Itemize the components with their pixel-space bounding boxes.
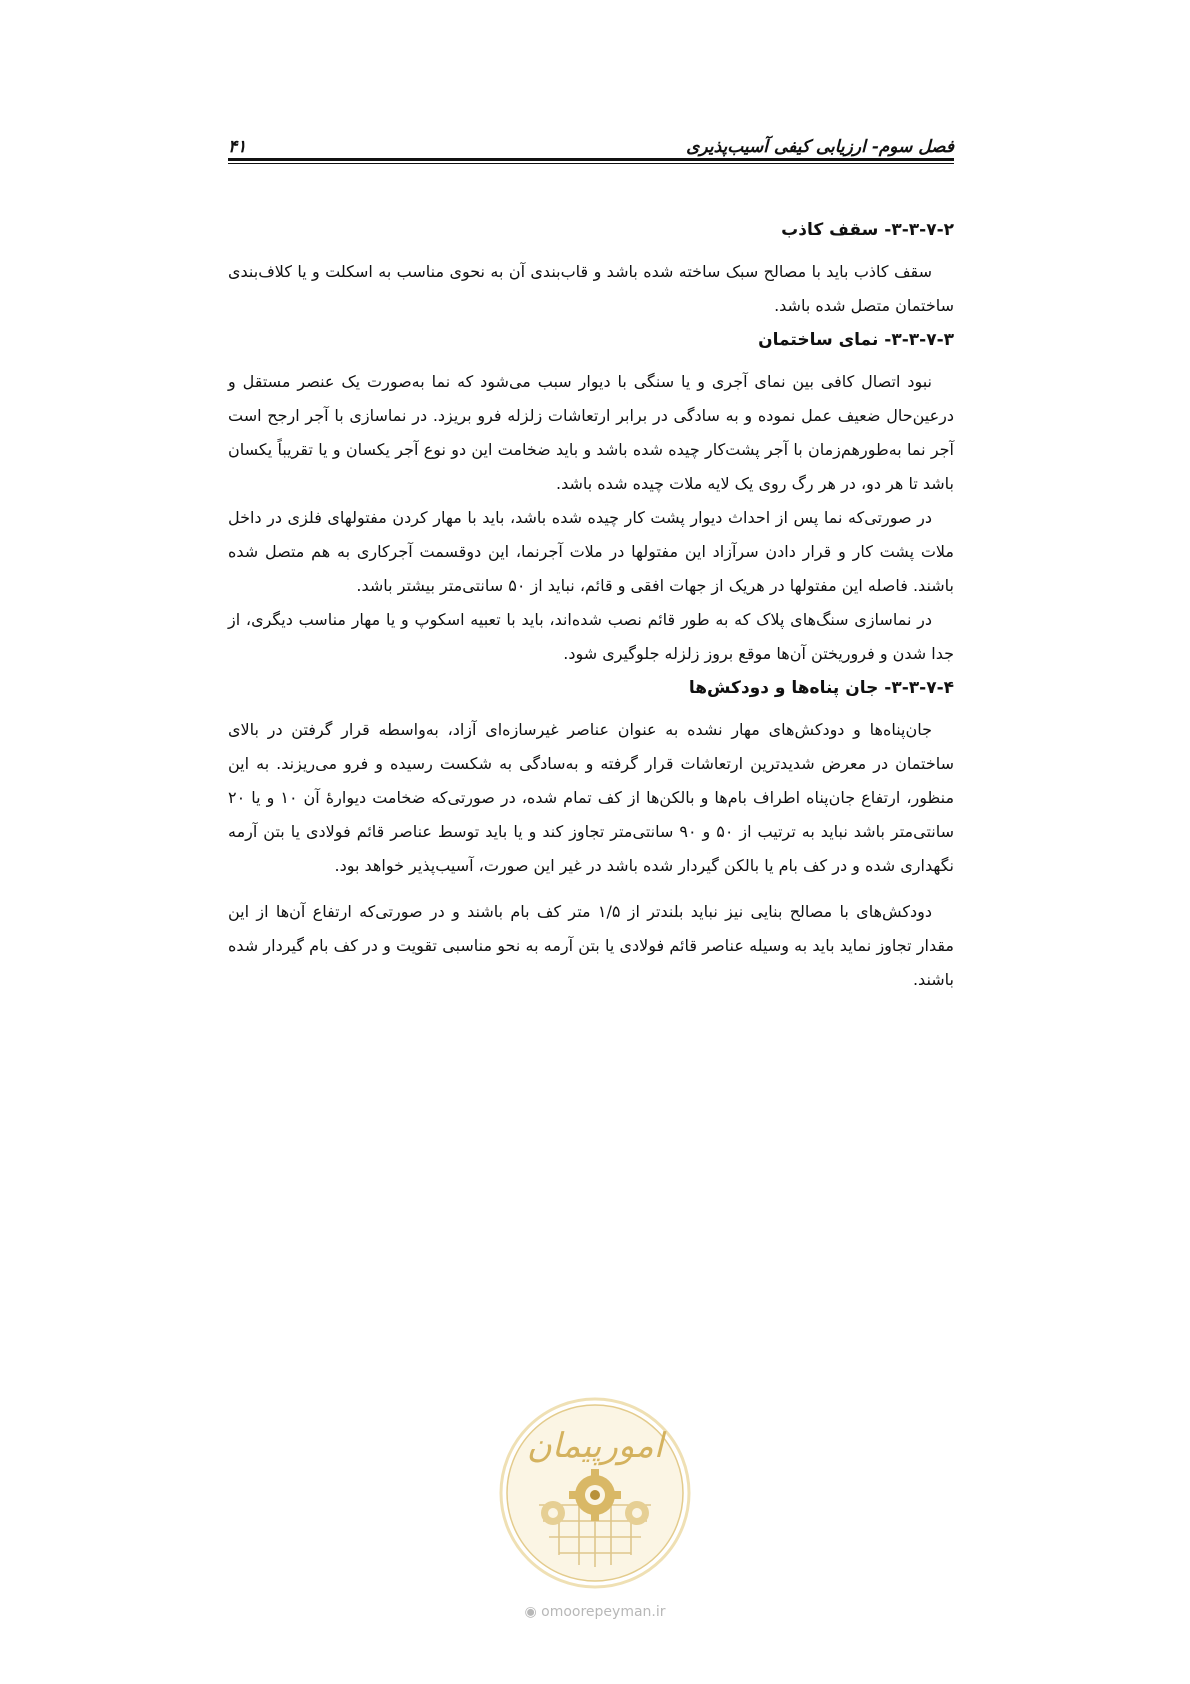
website-watermark	[480, 1604, 710, 1620]
paragraph: جان‌پناه‌ها و دودکش‌های مهار نشده به عنوان عناصر غیرسازه‌ای آزاد، به‌واسطه قرار گرفتن در بالای ساختمان در معرض شدیدترین ارتعاشات قرار گرفته و به‌سادگی به شکست رسیده و فرو می‌ریزند. به این منظور، ارتفاع جان‌پناه اطراف بام‌ها و بالکن‌ها از کف تمام شده، در صورتی‌که ضخامت دیوارهٔ آن ۱۰ و یا ۲۰ سانتی‌متر باشد نباید به ترتیب از ۵۰ و ۹۰ سانتی‌متر تجاوز کند و یا باید توسط عناصر قائم فولادی یا بتن آرمه نگهداری شده و در کف بام یا بالکن گیردار شده باشد در غیر این صورت، آسیب‌پذیر خواهد بود.	[228, 720, 955, 875]
header-rule-thick	[228, 158, 954, 161]
paragraph: سقف کاذب باید با مصالح سبک ساخته شده باشد و قاب‌بندی آن به نحوی مناسب به اسکلت و یا کلاف‌بندی ساختمان متصل شده باشد.	[228, 262, 954, 315]
paragraph: در نماسازی سنگ‌های پلاک که به طور قائم نصب شده‌اند، باید با تعبیه اسکوپ و یا مهار مناسب دیگری، از جدا شدن و فروریختن آن‌ها موقع بروز زلزله جلوگیری شود.	[228, 610, 954, 663]
page-number: ۴۱	[228, 137, 247, 157]
paragraph: در صورتی‌که نما پس از احداث دیوار پشت کار چیده شده باشد، باید با مهار کردن مفتولهای فلزی در داخل ملات پشت کار و قرار دادن سرآزاد این مفتولها در ملات آجرنما، این دوقسمت آجرکاری به هم متصل شده باشند. فاصله این مفتولها در هریک از جهات افقی و قائم، نباید از ۵۰ سانتی‌متر بیشتر باشد.	[228, 508, 954, 595]
section-heading: ۳-۳-۷-۳- نمای ساختمان	[758, 330, 954, 350]
publisher-logo	[497, 1395, 693, 1591]
body-text	[228, 213, 954, 997]
paragraph: دودکش‌های با مصالح بنایی نیز نباید بلندتر از ۱/۵ متر کف بام باشند و در صورتی‌که ارتفاع آن‌ها از این مقدار تجاوز نماید باید به وسیله عناصر قائم فولادی یا بتن آرمه به نحو مناسبی تقویت و در کف بام گیردار شده باشند.	[228, 902, 954, 989]
section-heading: ۳-۳-۷-۲- سقف کاذب	[781, 220, 954, 240]
web-icon: ◉	[524, 1604, 537, 1620]
running-header	[228, 125, 954, 157]
chapter-title: فصل سوم- ارزیابی کیفی آسیب‌پذیری	[686, 137, 954, 157]
section-heading: ۳-۳-۷-۴- جان پناه‌ها و دودکش‌ها	[688, 678, 954, 698]
header-rule-thin	[228, 163, 954, 164]
paragraph: نبود اتصال کافی بین نمای آجری و یا سنگی با دیوار سبب می‌شود که نما به‌صورت یک عنصر مستقل و درعین‌حال ضعیف عمل نموده و به سادگی در برابر ارتعاشات زلزله فرو بریزد. در نماسازی با آجر ارجح است آجر نما به‌طورهم‌زمان با آجر پشت‌کار چیده شده باشد و باید ضخامت این دو نوع آجر یکسان و یا تقریباً یکسان باشد تا هر دو، در هر رگ روی یک لایه ملات چیده شده باشد.	[228, 372, 954, 493]
logo-text: امورپیمان	[526, 1426, 664, 1466]
website-url: omoorepeyman.ir	[541, 1604, 666, 1620]
